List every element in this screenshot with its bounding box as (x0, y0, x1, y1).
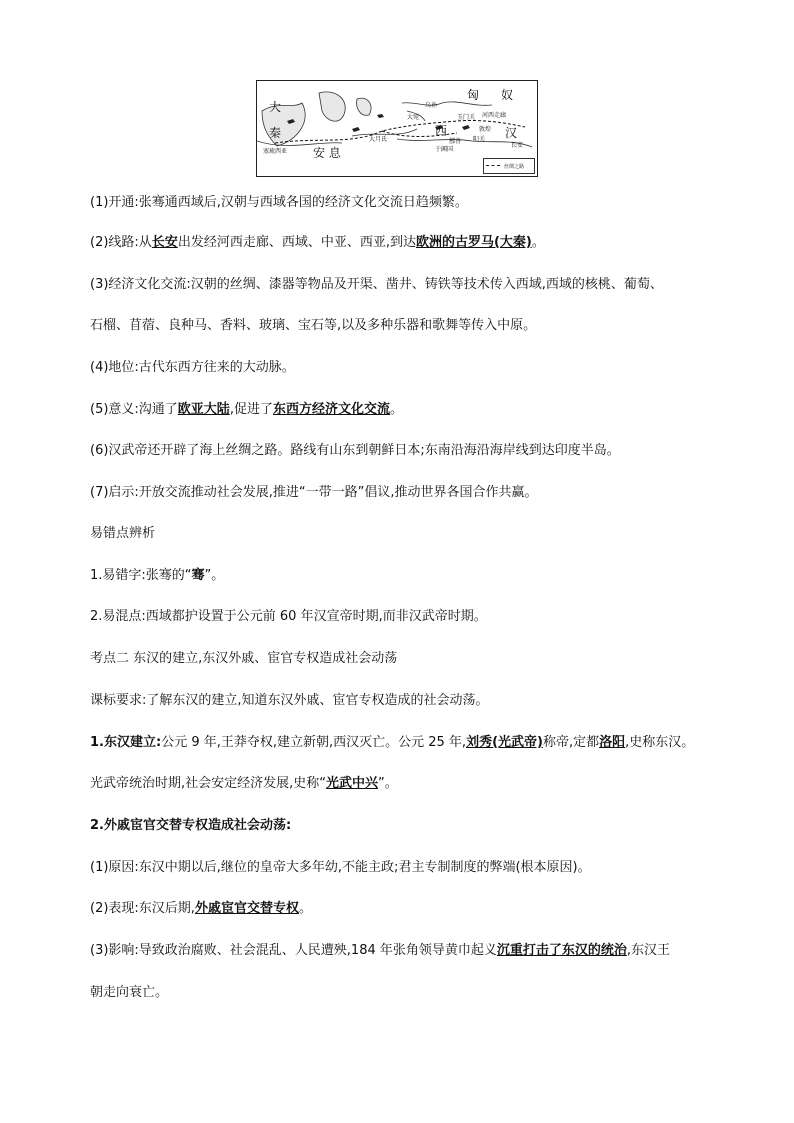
text-segment: 。 (298, 901, 312, 916)
text-line-20 (90, 983, 168, 1003)
map-label-xiongnu-1: 匈 (467, 88, 480, 102)
underlined-key-term: 欧洲的古罗马(大秦) (415, 235, 532, 250)
bold-text: 1.东汉建立: (90, 735, 162, 750)
text-segment: 朝走向衰亡。 (90, 985, 169, 1000)
text-line-15 (90, 774, 398, 794)
map-legend (483, 158, 535, 174)
text-segment: 石榴、苜蓿、良种马、香料、玻璃、宝石等,以及多种乐器和歌舞等传入中原。 (90, 318, 537, 333)
text-segment: (1)开通:张骞通西域后,汉朝与西域各国的经济文化交流日趋频繁。 (90, 195, 468, 210)
map-label-yumen: 玉门关 (457, 114, 476, 121)
text-segment: 易错点辨析 (90, 526, 156, 541)
bold-text: 骞 (191, 568, 205, 583)
text-segment: (2)线路:从 (90, 235, 152, 250)
text-segment: (1)原因:东汉中期以后,继位的皇帝大多年幼,不能主政;君主专制制度的弊端(根本原因)。 (90, 860, 591, 875)
map-label-hexi: 河西走廊 (482, 112, 507, 119)
text-segment: 。 (531, 235, 545, 250)
text-segment: 公元 9 年,王莽夺权,建立新朝,西汉灭亡。公元 25 年, (161, 735, 467, 750)
text-line-4 (90, 316, 536, 336)
underlined-key-term: 洛阳 (599, 735, 626, 750)
text-line-8 (90, 483, 538, 503)
text-line-1 (90, 193, 468, 213)
underlined-key-term: 沉重打击了东汉的统治 (496, 943, 627, 958)
map-label-dayuan: 大宛 (407, 114, 420, 121)
text-segment: (2)表现:东汉后期, (90, 901, 195, 916)
underlined-key-term: 光武中兴 (326, 776, 379, 791)
text-segment: 出发经河西走廊、西域、中亚、西亚,到达 (177, 235, 416, 250)
map-label-xiongnu-2: 奴 (501, 88, 514, 102)
text-segment: ”。 (378, 776, 398, 791)
text-line-6 (90, 400, 403, 420)
map-label-yutian: 于阗国 (435, 146, 454, 153)
underlined-key-term: 长安 (151, 235, 178, 250)
text-line-16 (90, 816, 291, 836)
text-segment: 光武帝统治时期,社会安定经济发展,史称“ (90, 776, 326, 791)
map-label-dunhuang: 敦煌 (479, 126, 492, 133)
text-segment: (3)经济文化交流:汉朝的丝绸、漆器等物品及开渠、凿井、铸铁等技术传入西域,西域的核桃、葡萄、 (90, 277, 663, 292)
underlined-key-term: 外戚宦官交替专权 (194, 901, 299, 916)
text-segment: (5)意义:沟通了 (90, 402, 178, 417)
map-label-changan: 长安 (511, 142, 524, 149)
legend-label: 丝绸之路 (504, 164, 525, 170)
text-line-18 (90, 899, 312, 919)
map-label-dayuezhi: 大月氏 (369, 136, 388, 143)
section-heading-kaodian-2 (90, 649, 397, 669)
text-line-3 (90, 275, 663, 295)
text-line-2 (90, 233, 545, 253)
text-segment: 称帝,定都 (542, 735, 600, 750)
text-segment: (7)启示:开放交流推动社会发展,推进“一带一路”倡议,推动世界各国合作共赢。 (90, 485, 538, 500)
map-label-xi: 西 (435, 124, 448, 138)
text-segment: (3)影响:导致政治腐败、社会混乱、人民遭殃,184 年张角领导黄巾起义 (90, 943, 497, 958)
curriculum-requirement (90, 691, 489, 711)
map-label-anxi: 安 息 (313, 146, 341, 160)
text-line-7 (90, 441, 620, 461)
map-label-yangguan: 阳关 (473, 136, 486, 143)
text-line-17 (90, 858, 591, 878)
map-label-daqin-1: 大 (269, 100, 282, 114)
text-line-14 (90, 733, 694, 753)
text-segment: ,东汉王 (626, 943, 671, 958)
text-segment: ”。 (204, 568, 225, 583)
text-segment: ,史称东汉。 (625, 735, 695, 750)
text-line-19 (90, 941, 670, 961)
underlined-key-term: 欧亚大陆 (177, 402, 230, 417)
silk-road-map (256, 80, 538, 177)
text-line-5 (90, 358, 295, 378)
map-label-han: 汉 (505, 126, 518, 140)
text-segment: ,促进了 (229, 402, 273, 417)
section-heading-errors (90, 524, 155, 544)
text-line-10 (90, 566, 224, 586)
underlined-key-term: 刘秀(光武帝) (466, 735, 543, 750)
text-segment: 考点二 东汉的建立,东汉外戚、宦官专权造成社会动荡 (90, 651, 398, 666)
map-label-daqin-2: 秦 (269, 126, 282, 140)
map-label-shanshan: 鄯善 (449, 138, 462, 145)
text-segment: 。 (389, 402, 403, 417)
map-label-wusun: 乌孙 (425, 102, 438, 109)
text-segment: 1.易错字:张骞的“ (90, 568, 192, 583)
text-segment: (4)地位:古代东西方往来的大动脉。 (90, 360, 295, 375)
text-segment: 2.易混点:西域都护设置于公元前 60 年汉宣帝时期,而非汉武帝时期。 (90, 609, 487, 624)
bold-text: 2.外戚宦官交替专权造成社会动荡: (90, 818, 292, 833)
text-segment: 课标要求:了解东汉的建立,知道东汉外戚、宦官专权造成的社会动荡。 (90, 693, 489, 708)
text-line-11 (90, 607, 487, 627)
legend-arrow-icon (486, 165, 500, 166)
underlined-key-term: 东西方经济文化交流 (272, 402, 390, 417)
text-segment: (6)汉武帝还开辟了海上丝绸之路。路线有山东到朝鲜日本;东南沿海沿海岸线到达印度半岛。 (90, 443, 620, 458)
map-label-seleucia: 塞琉西亚 (263, 148, 288, 155)
